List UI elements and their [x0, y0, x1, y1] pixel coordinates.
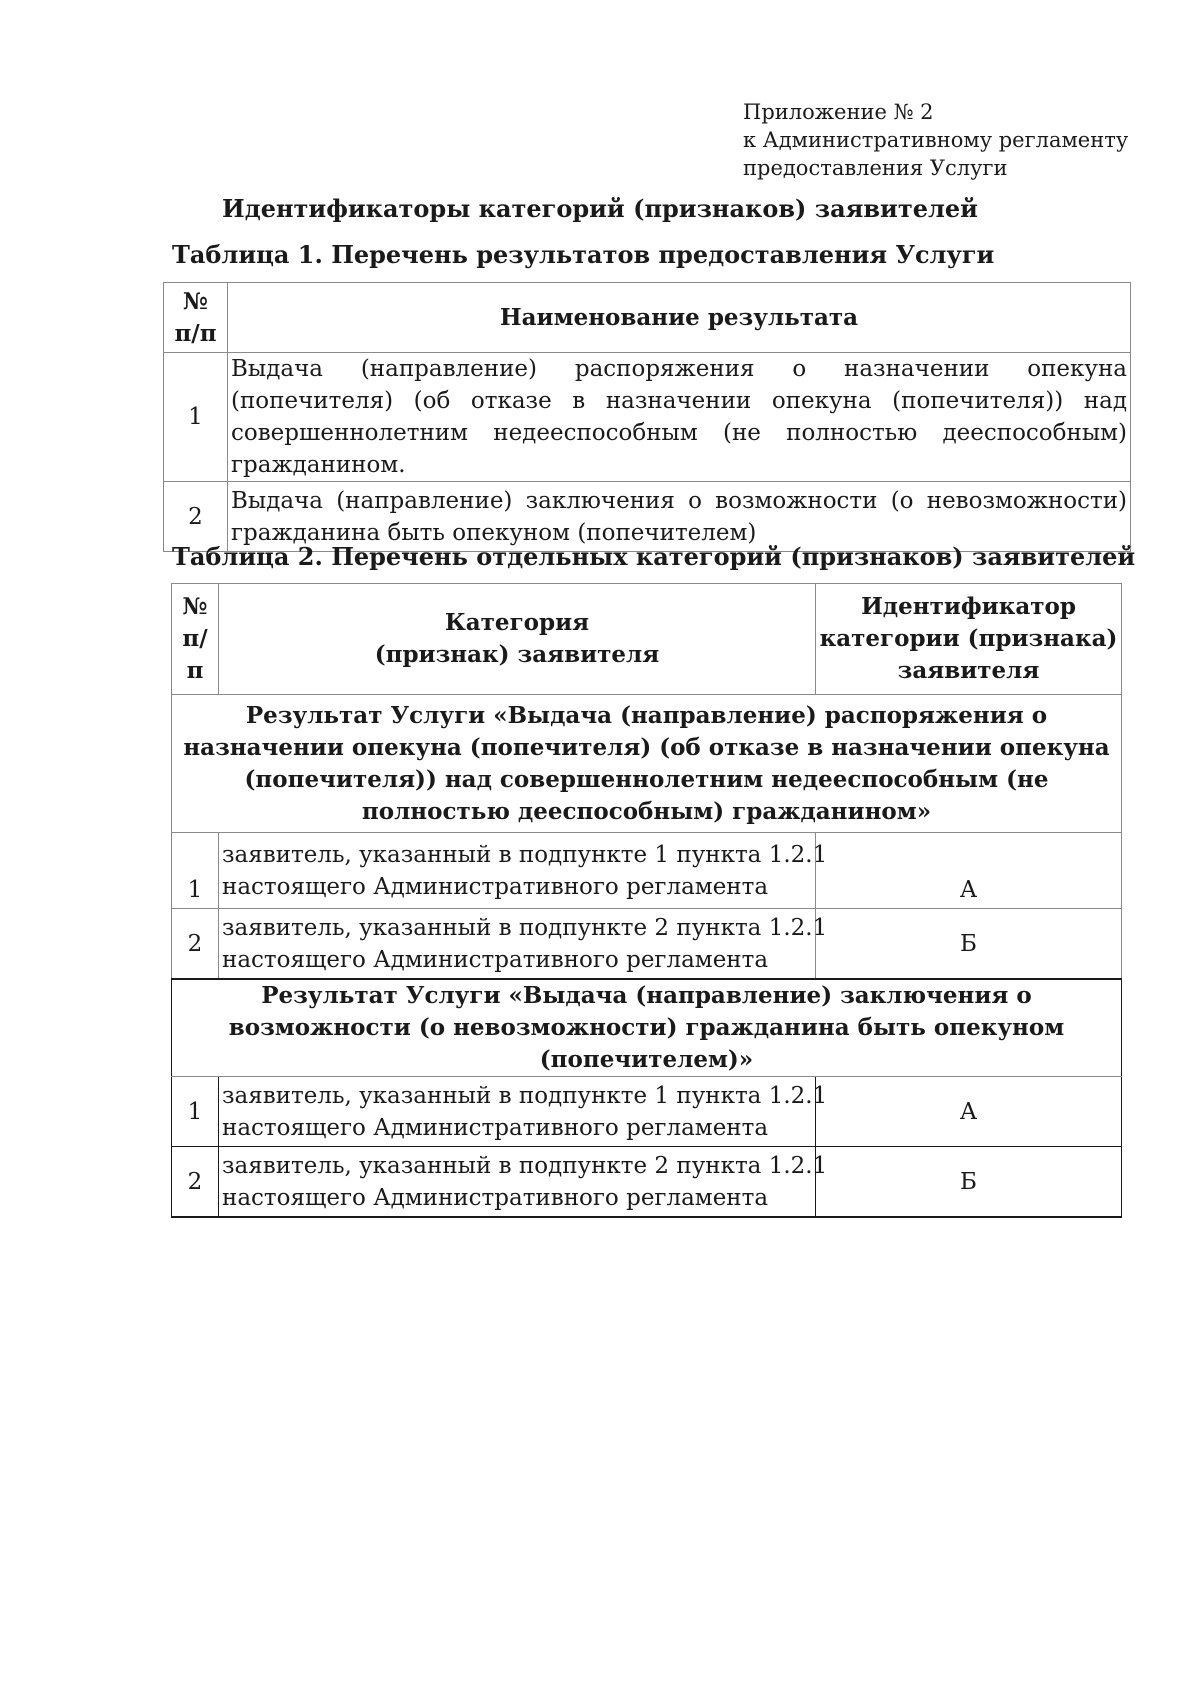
table1-caption: Таблица 1. Перечень результатов предоставления Услуги — [172, 240, 995, 269]
row-number: 1 — [172, 833, 219, 909]
category-text-line: настоящего Административного регламента — [222, 946, 769, 973]
appendix-note — [743, 98, 1163, 182]
header-result-name: Наименование результата — [228, 283, 1131, 353]
results-table — [163, 282, 1131, 552]
header-category — [219, 584, 816, 695]
category-text-line: настоящего Административного регламента — [222, 1184, 769, 1211]
header-num-abbr: п/п — [182, 625, 208, 684]
row-number: 2 — [172, 909, 219, 980]
row-number: 2 — [164, 482, 228, 552]
row-number: 2 — [172, 1147, 219, 1218]
header-num-symbol: № — [183, 287, 208, 315]
category-text-line: настоящего Административного регламента — [222, 873, 769, 900]
appendix-line-2: к Административному регламенту — [743, 128, 1129, 152]
header-identifier-line: категории (признака) — [819, 625, 1118, 652]
header-category-line: (признак) заявителя — [374, 641, 660, 668]
category-cell — [219, 909, 828, 980]
table-row — [172, 1077, 1122, 1147]
appendix-line-3: предоставления Услуги — [743, 156, 1008, 180]
category-identifier: А — [816, 1077, 1122, 1147]
header-num — [172, 584, 219, 695]
table2-caption: Таблица 2. Перечень отдельных категорий (признаков) заявителей — [172, 542, 1136, 571]
category-text-line: заявитель, указанный в подпункте 2 пункта 1.2.1 — [222, 1152, 828, 1179]
header-identifier-line: заявителя — [897, 657, 1040, 684]
table-row — [172, 909, 1122, 980]
table-header-row — [172, 584, 1122, 695]
category-text-line: заявитель, указанный в подпункте 1 пункта 1.2.1 — [222, 841, 828, 868]
row-number: 1 — [164, 353, 228, 482]
header-num-symbol: № — [182, 593, 208, 620]
group-title: Результат Услуги «Выдача (направление) заключения о возможности (о невозможности) гражданина быть опекуном (попечителем)» — [172, 979, 1122, 1077]
group-row — [172, 979, 1122, 1077]
header-category-line: Категория — [444, 609, 590, 636]
header-identifier — [816, 584, 1122, 695]
group-row — [172, 695, 1122, 833]
category-text-line: заявитель, указанный в подпункте 1 пункта 1.2.1 — [222, 1082, 828, 1109]
categories-table — [171, 583, 1122, 1218]
header-num-abbr: п/п — [174, 319, 217, 347]
category-cell — [219, 1077, 828, 1147]
table-header-row — [164, 283, 1131, 353]
row-number: 1 — [172, 1077, 219, 1147]
appendix-line-1: Приложение № 2 — [743, 100, 934, 124]
category-cell — [219, 833, 828, 909]
table-row — [164, 353, 1131, 482]
category-text-line: настоящего Административного регламента — [222, 1114, 769, 1141]
category-identifier: Б — [816, 1147, 1122, 1218]
header-num — [164, 283, 228, 353]
document-title: Идентификаторы категорий (признаков) заявителей — [222, 194, 978, 223]
result-text: Выдача (направление) распоряжения о назначении опекуна (попечителя) (об отказе в назначении опекуна (попечителя)) над совершеннолетним недееспособным (не полностью дееспособным) гражданином. — [228, 353, 1131, 482]
header-identifier-line: Идентификатор — [861, 593, 1076, 620]
table-row — [172, 1147, 1122, 1218]
category-identifier: А — [816, 833, 1122, 909]
category-identifier: Б — [816, 909, 1122, 980]
result-text: Выдача (направление) заключения о возможности (о невозможности) гражданина быть опекуном (попечителем) — [228, 482, 1131, 552]
table-row — [172, 833, 1122, 909]
group-title: Результат Услуги «Выдача (направление) распоряжения о назначении опекуна (попечителя) (об отказе в назначении опекуна (попечителя)) над совершеннолетним недееспособным (не полностью дееспособным) гражданином» — [172, 695, 1122, 833]
category-text-line: заявитель, указанный в подпункте 2 пункта 1.2.1 — [222, 914, 828, 941]
category-cell — [219, 1147, 828, 1218]
